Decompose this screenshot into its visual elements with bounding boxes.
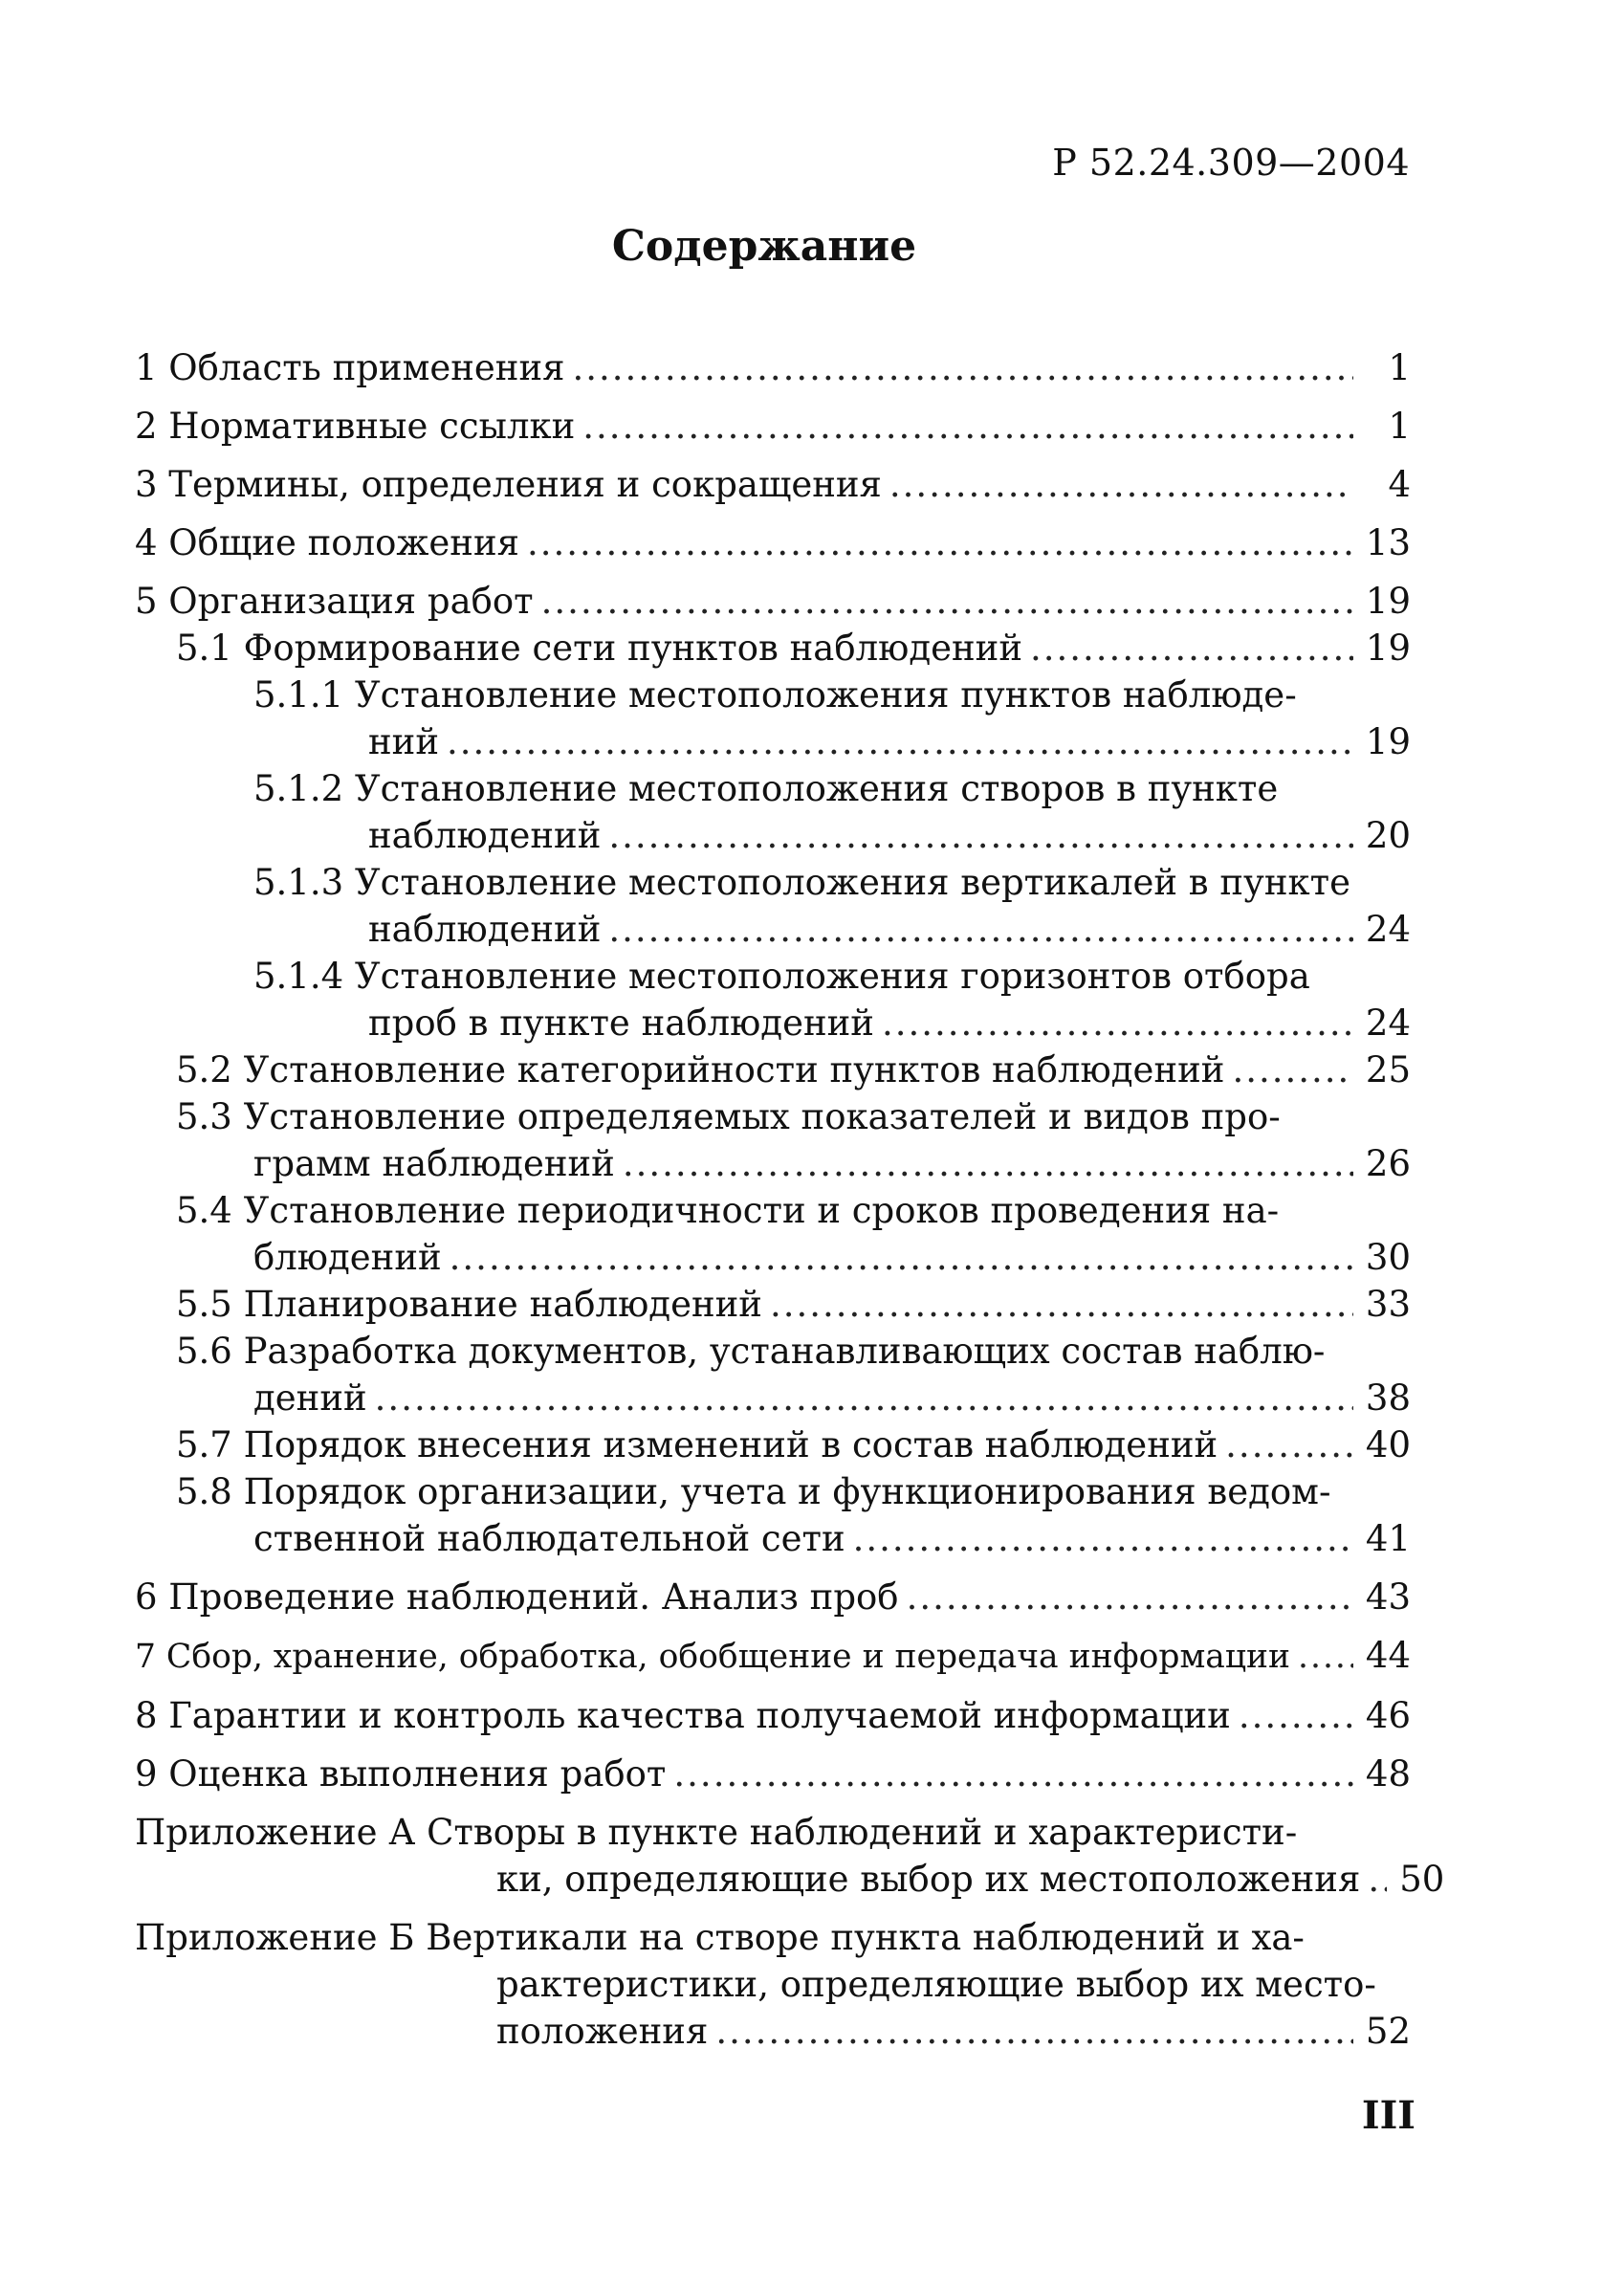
toc-entry-text: 8 Гарантии и контроль качества получаемой информации xyxy=(135,1695,1231,1736)
dot-leader xyxy=(608,812,1353,859)
toc-page-number: 19 xyxy=(1365,628,1411,669)
toc-entry-1[interactable] xyxy=(135,344,1411,391)
toc-entry-text: 5.4 Установление периодичности и сроков проведения на- xyxy=(176,1190,1280,1231)
toc-entry-5-7[interactable] xyxy=(135,1421,1411,1468)
toc-entry-7[interactable] xyxy=(135,1632,1411,1681)
toc-entry-6[interactable] xyxy=(135,1574,1411,1620)
dot-leader xyxy=(1298,1634,1353,1681)
toc-entry-text-continued: грамм наблюдений xyxy=(253,1143,615,1184)
toc-page-number: 43 xyxy=(1365,1576,1411,1618)
toc-entry-text: 4 Общие положения xyxy=(135,522,519,563)
toc-entry-text: 9 Оценка выполнения работ xyxy=(135,1753,667,1795)
dot-leader xyxy=(1030,625,1353,672)
toc-entry-text: Приложение А Створы в пункте наблюдений и характеристи- xyxy=(135,1812,1298,1853)
toc-entry-9[interactable] xyxy=(135,1751,1411,1797)
toc-page-number: 24 xyxy=(1365,909,1411,950)
toc-entry-text: 5.5 Планирование наблюдений xyxy=(176,1284,762,1325)
toc-entry-appendix-b[interactable] xyxy=(135,1914,1411,2055)
toc-page-number: 1 xyxy=(1388,347,1411,388)
dot-leader xyxy=(882,1000,1353,1046)
toc-entry-text: 5.1.2 Установление местоположения створов в пункте xyxy=(253,768,1279,809)
table-of-contents xyxy=(135,344,1445,2055)
toc-page-number: 20 xyxy=(1365,815,1411,856)
toc-page-number: 30 xyxy=(1365,1237,1411,1278)
toc-page-number: 33 xyxy=(1365,1284,1411,1325)
dot-leader xyxy=(572,344,1353,391)
toc-page-number: 25 xyxy=(1365,1049,1411,1090)
toc-page-number: 41 xyxy=(1365,1518,1411,1559)
toc-entry-3[interactable] xyxy=(135,461,1411,508)
toc-entry-5-1-3[interactable] xyxy=(135,859,1411,953)
toc-entry-text: 5.2 Установление категорийности пунктов наблюдений xyxy=(176,1049,1225,1090)
toc-entry-text-continued: блюдений xyxy=(253,1237,442,1278)
toc-entry-5[interactable] xyxy=(135,578,1411,625)
toc-page-number: 50 xyxy=(1399,1859,1445,1900)
dot-leader xyxy=(608,906,1353,953)
dot-leader xyxy=(770,1281,1353,1328)
toc-entry-8[interactable] xyxy=(135,1692,1411,1739)
toc-entry-text-continued: ки, определяющие выбор их местоположения xyxy=(496,1859,1361,1900)
toc-page-number: 40 xyxy=(1365,1424,1411,1465)
toc-page-number: 52 xyxy=(1365,2011,1411,2052)
dot-leader xyxy=(673,1751,1353,1797)
toc-entry-5-1[interactable] xyxy=(135,625,1411,672)
toc-page-number: 1 xyxy=(1388,406,1411,447)
dot-leader xyxy=(1232,1046,1353,1093)
toc-entry-5-1-1[interactable] xyxy=(135,672,1411,765)
dot-leader xyxy=(1225,1421,1353,1468)
toc-entry-text: 3 Термины, определения и сокращения xyxy=(135,464,882,505)
dot-leader xyxy=(582,403,1353,450)
toc-page-number: 26 xyxy=(1365,1143,1411,1184)
toc-entry-5-8[interactable] xyxy=(135,1468,1411,1562)
toc-entry-text-continued: наблюдений xyxy=(368,909,602,950)
toc-entry-5-5[interactable] xyxy=(135,1281,1411,1328)
toc-entry-text: 5.1 Формирование сети пунктов наблюдений xyxy=(176,628,1022,669)
toc-page-number: 19 xyxy=(1365,581,1411,622)
toc-entry-text: 5.1.3 Установление местоположения вертикалей в пункте xyxy=(253,862,1350,903)
toc-entry-text: 7 Сбор, хранение, обработка, обобщение и передача информации xyxy=(135,1638,1291,1676)
toc-entry-text: 5.1.1 Установление местоположения пунктов наблюде- xyxy=(253,674,1297,716)
toc-page-number: 48 xyxy=(1365,1753,1411,1795)
toc-entry-5-4[interactable] xyxy=(135,1187,1411,1281)
toc-entry-text-continued: наблюдений xyxy=(368,815,602,856)
toc-entry-text: 5.7 Порядок внесения изменений в состав наблюдений xyxy=(176,1424,1218,1465)
toc-entry-text: 6 Проведение наблюдений. Анализ проб xyxy=(135,1576,899,1618)
toc-page-number: 19 xyxy=(1365,721,1411,762)
toc-entry-text: 2 Нормативные ссылки xyxy=(135,406,576,447)
dot-leader xyxy=(1368,1856,1387,1903)
toc-entry-appendix-a[interactable] xyxy=(135,1809,1445,1903)
toc-entry-text: 5.3 Установление определяемых показателей и видов про- xyxy=(176,1096,1281,1137)
toc-entry-text: 5.8 Порядок организации, учета и функционирования ведом- xyxy=(176,1471,1331,1512)
dot-leader xyxy=(623,1140,1353,1187)
toc-entry-text: 1 Область применения xyxy=(135,347,565,388)
dot-leader xyxy=(889,461,1353,508)
toc-entry-text: 5.1.4 Установление местоположения горизонтов отбора xyxy=(253,956,1310,997)
toc-page-number: 44 xyxy=(1365,1635,1411,1676)
toc-entry-4[interactable] xyxy=(135,519,1411,566)
toc-entry-text-continued: положения xyxy=(496,2011,709,2052)
dot-leader xyxy=(541,578,1353,625)
toc-page-number: 13 xyxy=(1365,522,1411,563)
document-code: Р 52.24.309—2004 xyxy=(1052,142,1410,184)
dot-leader xyxy=(450,1234,1353,1281)
toc-entry-text-continued: рактеристики, определяющие выбор их место- xyxy=(496,1964,1376,2005)
toc-entry-text-continued: ний xyxy=(368,721,439,762)
dot-leader xyxy=(447,718,1353,765)
dot-leader xyxy=(375,1375,1353,1421)
toc-entry-text: 5.6 Разработка документов, устанавливающих состав наблю- xyxy=(176,1331,1326,1372)
toc-page-number: 4 xyxy=(1388,464,1411,505)
toc-page-number: 46 xyxy=(1365,1695,1411,1736)
dot-leader xyxy=(1239,1692,1353,1739)
dot-leader xyxy=(907,1574,1353,1620)
toc-entry-text-continued: проб в пункте наблюдений xyxy=(368,1002,874,1044)
toc-page-number: 24 xyxy=(1365,1002,1411,1044)
dot-leader xyxy=(853,1515,1353,1562)
toc-entry-text: 5 Организация работ xyxy=(135,581,534,622)
toc-entry-text-continued: ственной наблюдательной сети xyxy=(253,1518,845,1559)
toc-entry-5-1-4[interactable] xyxy=(135,953,1411,1046)
toc-entry-5-1-2[interactable] xyxy=(135,765,1411,859)
toc-entry-5-2[interactable] xyxy=(135,1046,1411,1093)
dot-leader xyxy=(527,519,1353,566)
toc-entry-2[interactable] xyxy=(135,403,1411,450)
toc-page-number: 38 xyxy=(1365,1377,1411,1419)
toc-entry-text-continued: дений xyxy=(253,1377,367,1419)
toc-entry-5-6[interactable] xyxy=(135,1328,1411,1421)
toc-entry-text: Приложение Б Вертикали на створе пункта наблюдений и ха- xyxy=(135,1917,1305,1958)
dot-leader xyxy=(715,2008,1353,2055)
page-number: III xyxy=(1361,2093,1416,2138)
toc-entry-5-3[interactable] xyxy=(135,1093,1411,1187)
page-title: Содержание xyxy=(611,222,917,271)
